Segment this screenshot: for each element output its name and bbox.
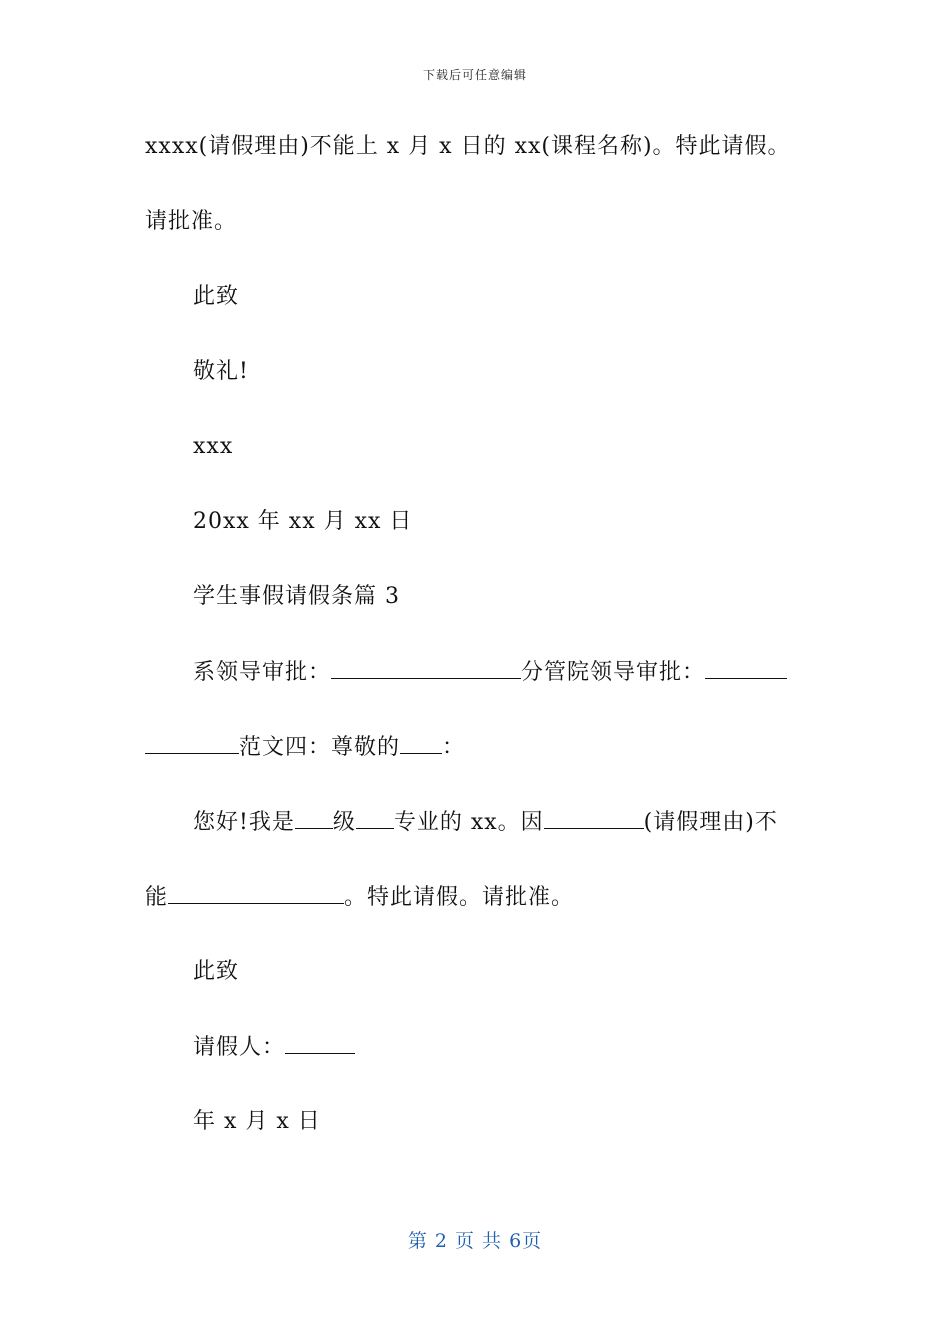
salutation-cizhi: 此致: [193, 284, 240, 309]
body-line-request-approval: 请批准。: [145, 209, 238, 234]
college-approval-blank-cont: [145, 733, 239, 754]
request-date: 年 x 月 x 日: [193, 1109, 321, 1134]
sample-four-line: [145, 733, 465, 762]
dept-approval-label: 系领导审批：: [193, 660, 332, 685]
section-title: 学生事假请假条篇 3: [193, 584, 400, 609]
recipient-blank: [400, 733, 442, 754]
dept-approval-blank: [331, 658, 521, 679]
greeting-line: [193, 808, 778, 837]
requester-blank: [285, 1033, 355, 1054]
page-header: 下载后可任意编辑: [422, 68, 527, 82]
salutation-cizhi-2: 此致: [193, 959, 240, 984]
reason-label: (请假理由)不: [643, 810, 778, 835]
salutation-jingli: 敬礼!: [193, 359, 249, 384]
grade-blank: [295, 808, 333, 829]
signature-date: 20xx 年 xx 月 xx 日: [193, 509, 413, 534]
sample-four-label: 范文四：尊敬的: [239, 735, 401, 760]
approval-line: [193, 658, 787, 687]
college-approval-blank: [705, 658, 787, 679]
absence-blank: [168, 883, 344, 904]
requester-line: [193, 1033, 355, 1062]
request-line: [145, 883, 574, 912]
reason-blank: [544, 808, 644, 829]
major-blank: [356, 808, 394, 829]
major-label: 专业的 xx。因: [393, 810, 544, 835]
page-number: 第 2 页 共 6页: [407, 1230, 543, 1252]
recipient-colon: ：: [442, 735, 466, 760]
grade-label: 级: [332, 810, 356, 835]
college-approval-label: 分管院领导审批：: [521, 660, 706, 685]
signature-name: xxx: [193, 434, 234, 459]
request-suffix: 。特此请假。请批准。: [344, 885, 575, 910]
body-line-reason: xxxx(请假理由)不能上 x 月 x 日的 xx(课程名称)。特此请假。: [145, 134, 791, 159]
request-prefix: 能: [145, 885, 169, 910]
requester-label: 请假人：: [193, 1035, 286, 1060]
greeting-text: 您好!我是: [193, 810, 295, 835]
